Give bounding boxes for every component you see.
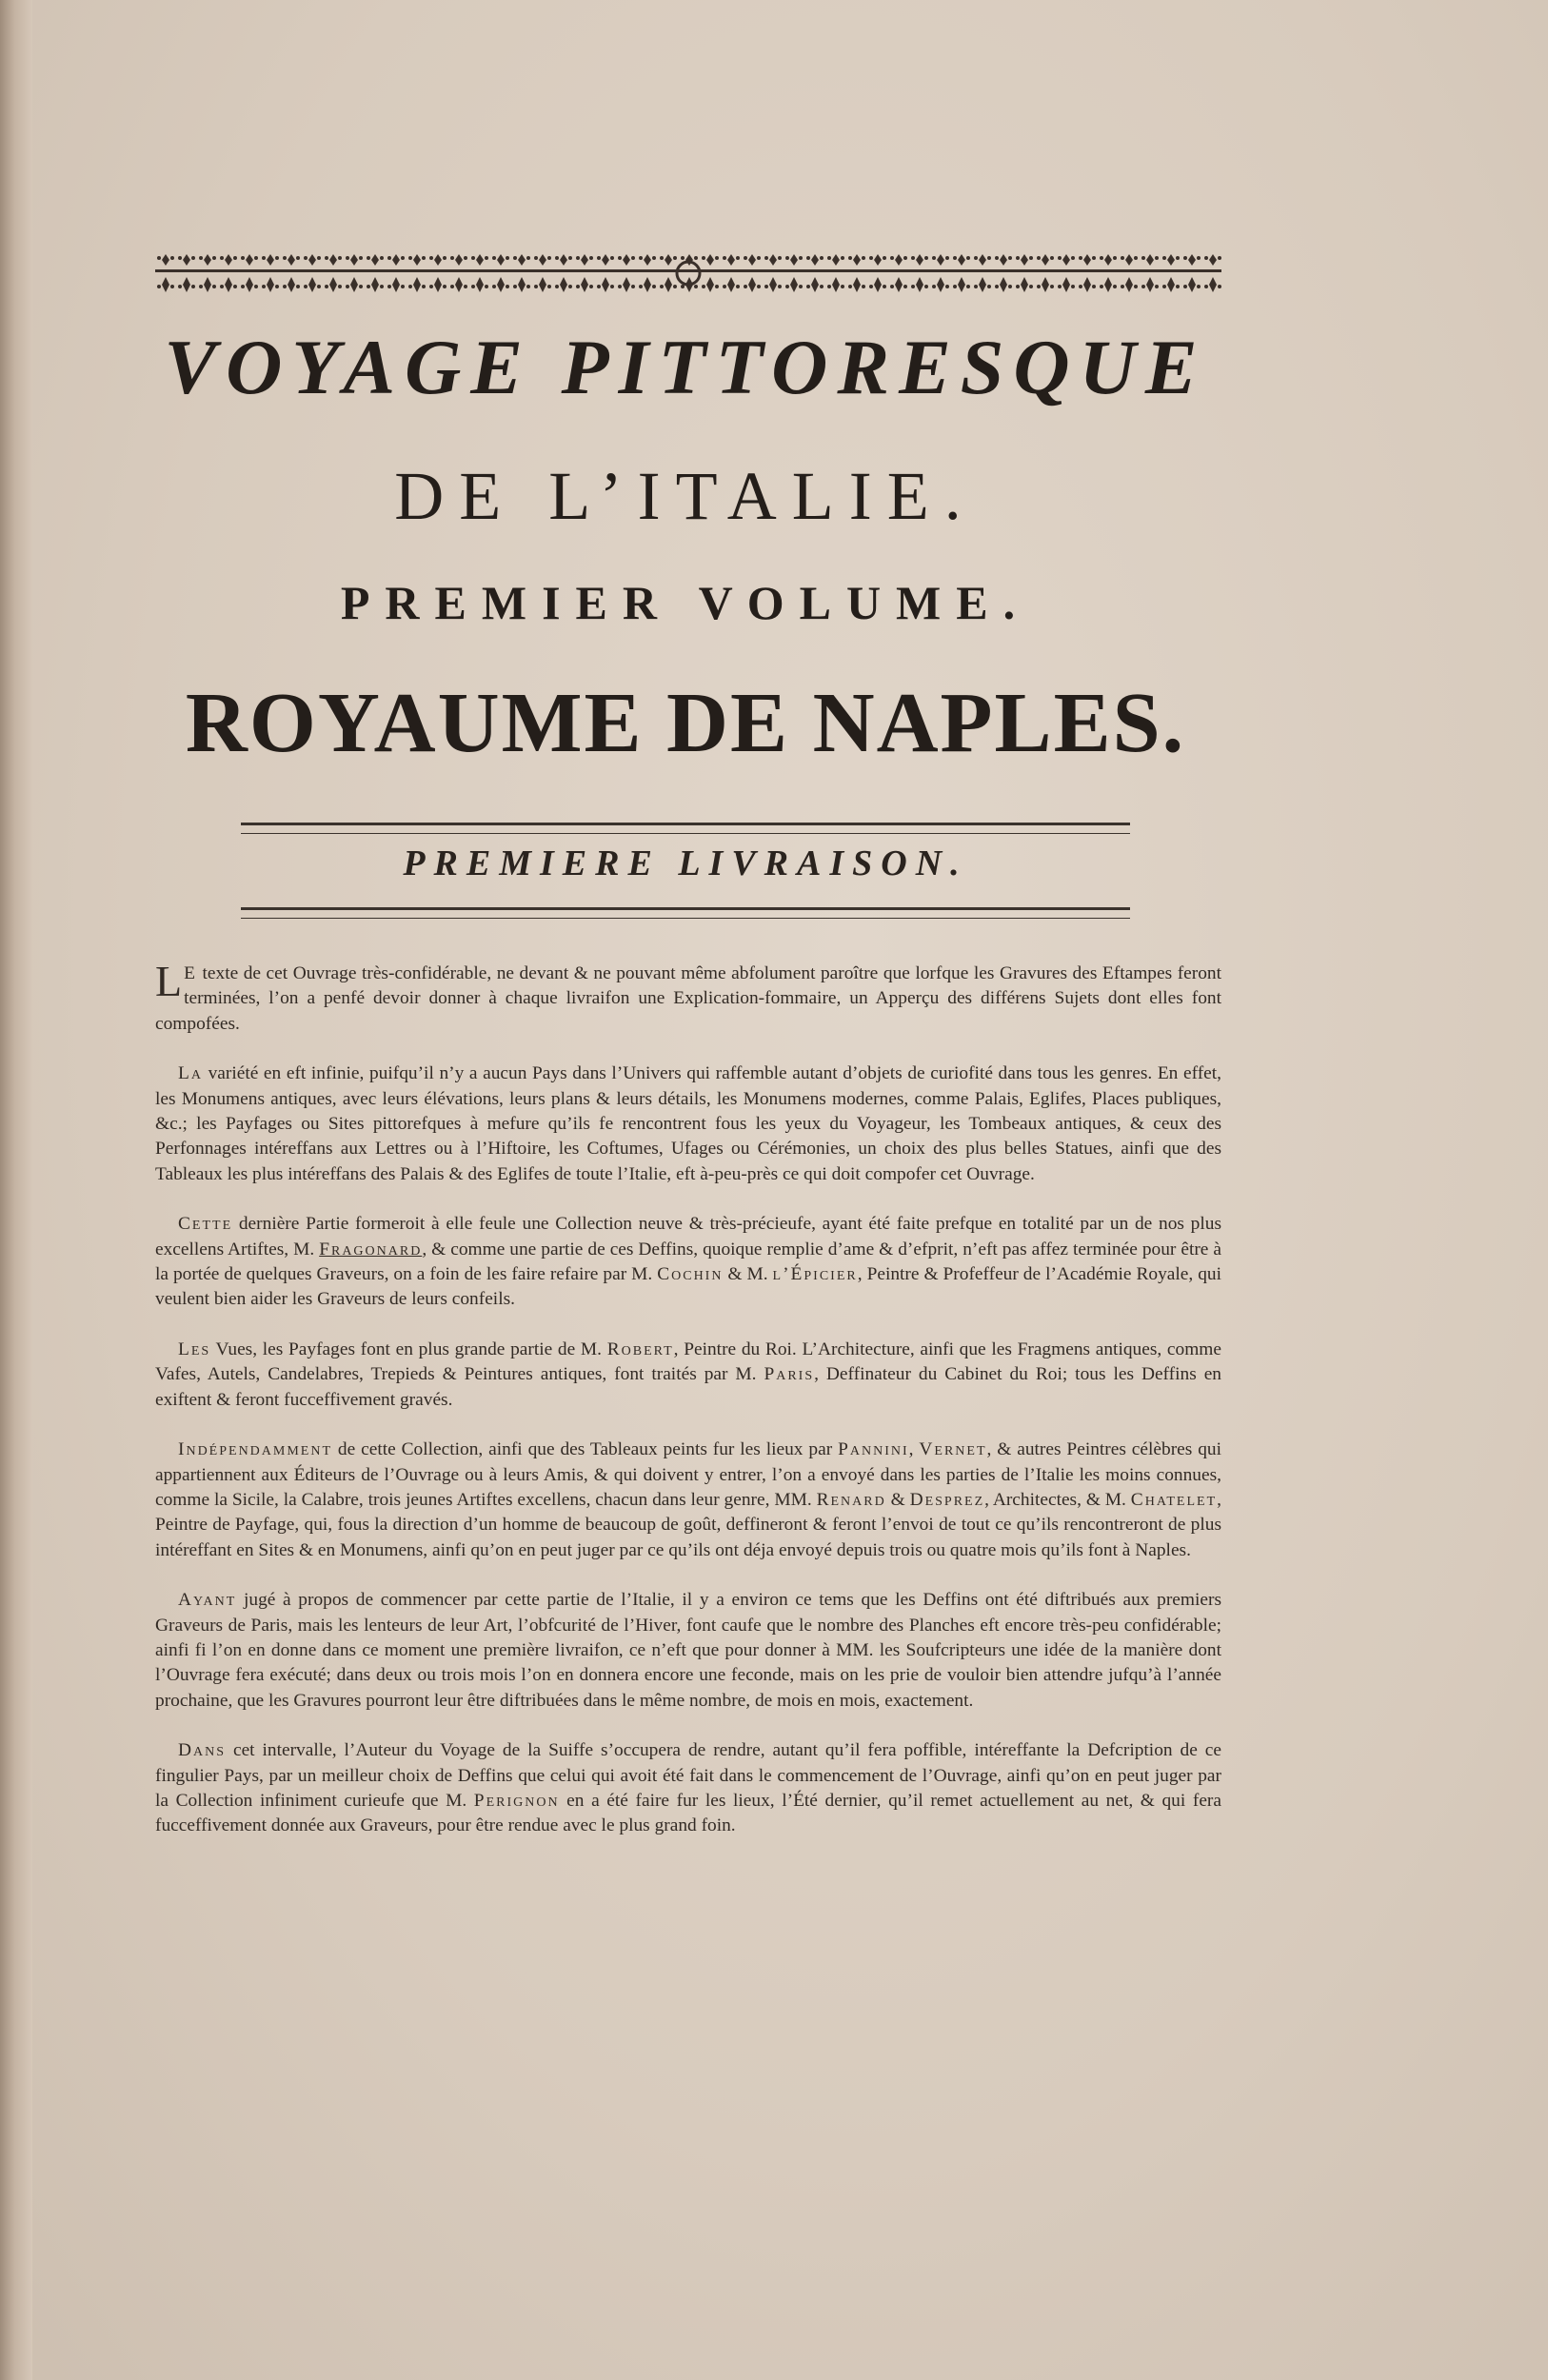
- paragraph-6: Ayant jugé à propos de commencer par cette partie de l’Italie, il y a environ ce tems que les Deffins ont été diftribués aux premiers Graveurs de Paris, mais les lenteurs de leur Art, l’obfcurité de l’Hiver, font caufe que le nombre des Planches eft encore très-peu confidérable; ainfi fi l’on en donne dans ce moment une première livraifon, ce n’eft que pour donner à MM. les Soufcripteurs une idée de la manière dont l’Ouvrage fera exécuté; dans deux ou trois mois l’on en donnera encore une feconde, mais on les prie de vouloir bien attendre jufqu’à l’année prochaine, que les Gravures pourront leur être diftribuées dans le même nombre, de mois en mois, exactement.: [155, 1590, 1221, 1711]
- binding-gutter: [0, 0, 32, 2380]
- double-rule-top: [241, 823, 1130, 834]
- artist-name: Renard: [816, 1489, 886, 1510]
- artist-name: Robert: [606, 1339, 674, 1359]
- decorative-border-ornament: [155, 250, 1221, 296]
- title-premier-volume: PREMIER VOLUME.: [340, 576, 1031, 629]
- artist-name: Cochin: [657, 1264, 724, 1285]
- artist-name: Fragonard: [319, 1239, 423, 1259]
- subtitle-premiere-livraison: PREMIERE LIVRAISON.: [403, 843, 968, 883]
- paragraph-2: La variété en eft infinie, puifqu’il n’y a aucun Pays dans l’Univers qui raffemble autant d’objets de curiofité dans tous les genres. En effet, les Monumens antiques, avec leurs élévations, leurs plans & leurs détails, les Monumens modernes, comme Palais, Eglifes, Places publiques, &c.; les Payfages ou Sites pittorefques à mefure qu’ils fe rencontrent fous les yeux du Voyageur, les Tombeaux antiques, & ceux des Perfonnages intéreffans aux Lettres ou à l’Hiftoire, les Coftumes, Ufages ou Cérémonies, un choix des plus belles Statues, ainfi que des Tableaux les plus intéreffans des Palais & des Eglifes de toute l’Italie, eft à-peu-près ce qui doit compofer cet Ouvrage.: [155, 1063, 1221, 1184]
- artist-name: Paris: [764, 1364, 815, 1385]
- paragraph-3: Cette dernière Partie formeroit à elle feule une Collection neuve & très-précieufe, ayant été faite prefque en totalité par un de nos plus excellens Artiftes, M. Fragonard, & comme une partie de ces Deffins, quoique remplie d’ame & d’efprit, n’eft pas affez terminée pour être à la portée de quelques Graveurs, on a foin de les faire refaire par M. Cochin & M. l’Épicier, Peintre & Profeffeur de l’Académie Royale, qui veulent bien aider les Graveurs de leurs confeils.: [155, 1214, 1222, 1310]
- body-text: [155, 957, 1222, 1864]
- paragraph-4: Les Vues, les Payfages font en plus grande partie de M. Robert, Peintre du Roi. L’Architecture, ainfi que les Fragmens antiques, comme Vafes, Autels, Candelabres, Trepieds & Peintures antiques, font traités par M. Paris, Deffinateur du Cabinet du Roi; tous les Deffins en exiftent & feront fucceffivement gravés.: [155, 1339, 1221, 1410]
- artist-name: Chatelet: [1130, 1489, 1218, 1510]
- artist-name: Vernet: [919, 1439, 987, 1460]
- paragraph-7: Dans cet intervalle, l’Auteur du Voyage de la Suiffe s’occupera de rendre, autant qu’il fera poffible, intéreffante la Defcription de ce fingulier Pays, par un meilleur choix de Deffins que celui qui avoit été fait dans le commencement de l’Ouvrage, ainfi qu’on en peut juger par la Collection infiniment curieufe que M. Perignon en a été faire fur les lieux, l’Été dernier, qu’il remet actuellement au net, & qui fera fucceffivement donnée aux Graveurs, pour être rendue avec le plus grand foin.: [155, 1740, 1221, 1836]
- paragraph-1: L E texte de cet Ouvrage très-confidérable, ne devant & ne pouvant même abfolument paroître que lorfque les Gravures des Eftampes feront terminées, l’on a penfé devoir donner à chaque livraifon une Explication-fommaire, un Apperçu des différens Sujets dont elles font compofées.: [155, 957, 1221, 1034]
- artist-name: Perignon: [473, 1790, 560, 1811]
- drop-cap: L: [155, 957, 183, 1005]
- artist-name: Pannini: [838, 1439, 909, 1460]
- title-royaume-de-naples: ROYAUME DE NAPLES.: [185, 676, 1186, 770]
- title-de-litalie: DE L’ITALIE.: [394, 458, 977, 534]
- paragraph-5: Indépendamment de cette Collection, ainfi que des Tableaux peints fur les lieux par Pannini, Vernet, & autres Peintres célèbres qui appartiennent aux Éditeurs de l’Ouvrage ou à leurs Amis, & qui doivent y entrer, l’on a envoyé dans les parties de l’Italie les moins connues, comme la Sicile, la Calabre, trois jeunes Artiftes excellens, chacun dans leur genre, MM. Renard & Desprez, Architectes, & M. Chatelet, Peintre de Payfage, qui, fous la direction d’un homme de beaucoup de goût, deffineront & feront l’envoi de tout ce qu’ils rencontreront de plus intéreffant en Sites & en Monumens, ainfi qu’on en peut juger par ce qu’ils ont déja envoyé depuis trois ou quatre mois qu’ils font à Naples.: [155, 1439, 1222, 1560]
- title-voyage-pittoresque: VOYAGE PITTORESQUE: [164, 324, 1207, 410]
- double-rule-bottom: [241, 907, 1130, 919]
- artist-name: l’Épicier: [772, 1264, 858, 1285]
- artist-name: Desprez: [909, 1489, 985, 1510]
